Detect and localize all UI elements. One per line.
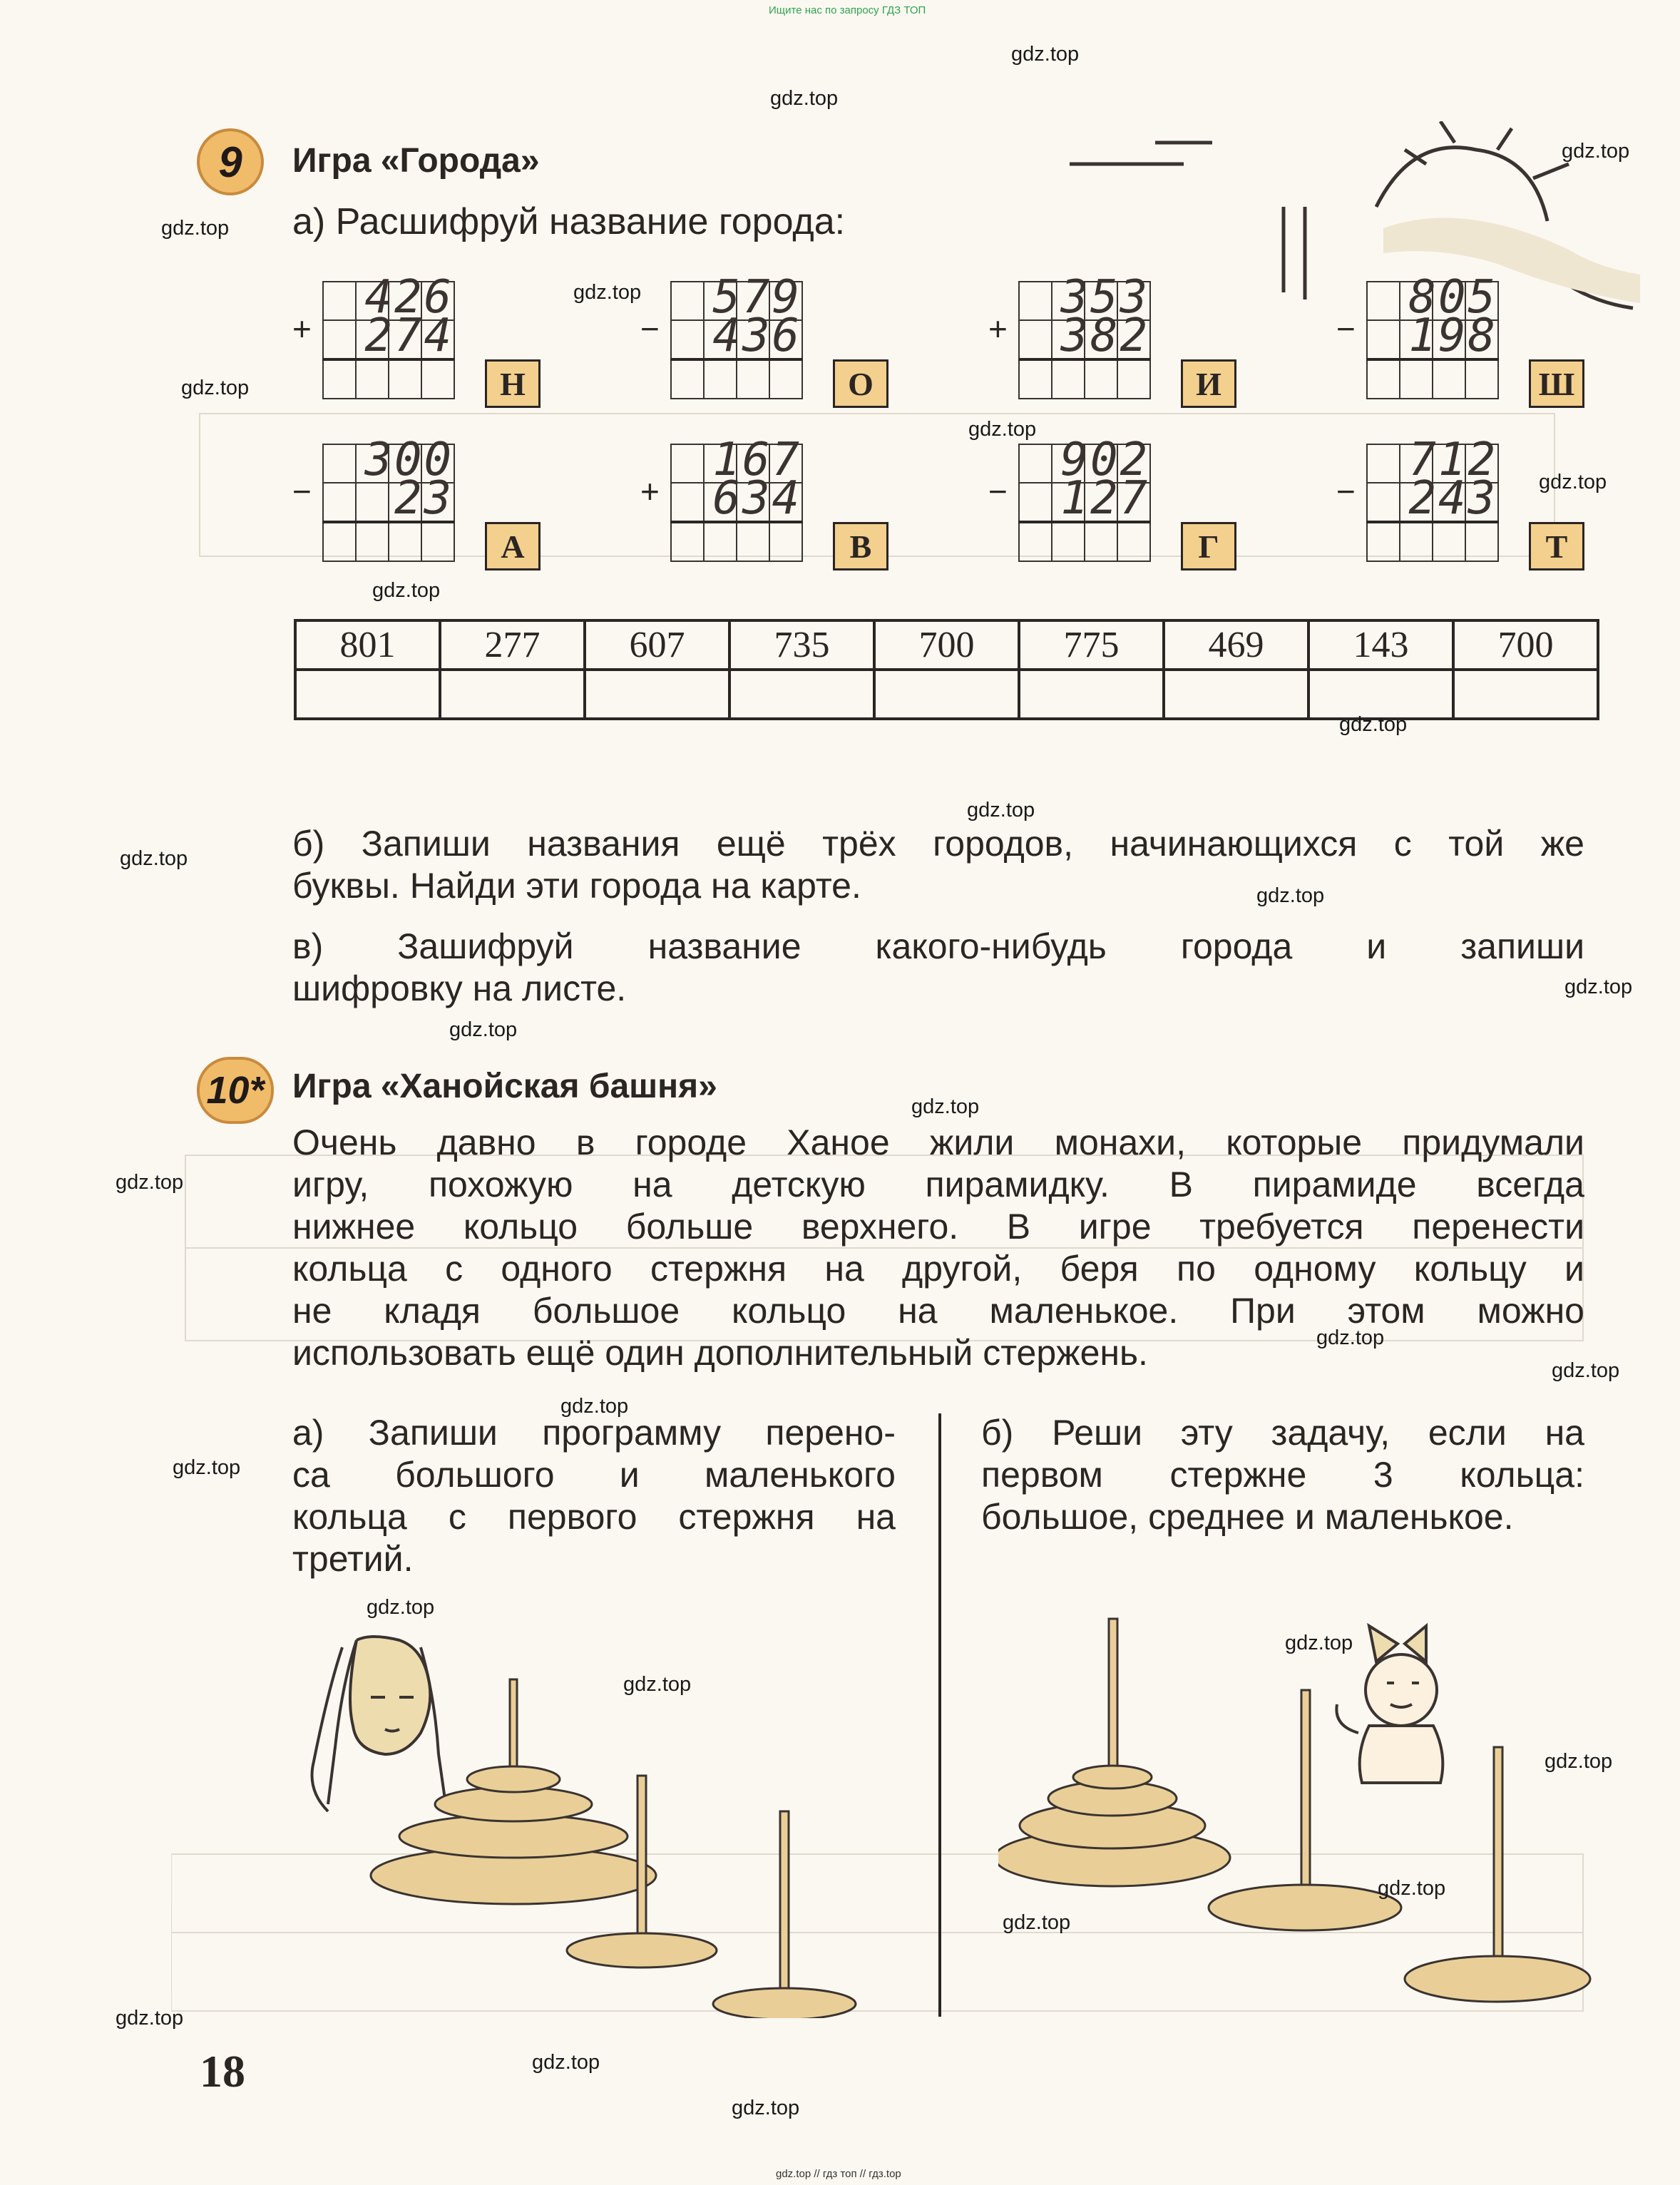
grid-cell[interactable] xyxy=(737,359,769,399)
first-operand: 167 xyxy=(712,434,801,486)
cipher-letter-box: В xyxy=(833,522,888,570)
watermark: gdz.top xyxy=(623,1673,692,1696)
text-line: не кладя большое кольцо на маленькое. При этом можно xyxy=(292,1291,1584,1331)
grid-cell xyxy=(671,444,704,483)
grid-cell[interactable] xyxy=(1465,522,1498,561)
grid-cell[interactable] xyxy=(1052,522,1085,561)
hanoi-tower-left-illustration xyxy=(285,1619,898,2018)
cipher-letter-box: Т xyxy=(1529,522,1584,570)
answer-number-cell: 775 xyxy=(1019,620,1164,670)
cipher-letter-box: О xyxy=(833,359,888,408)
watermark: gdz.top xyxy=(116,2007,184,2030)
grid-cell[interactable] xyxy=(356,522,389,561)
grid-cell[interactable] xyxy=(704,359,737,399)
grid-cell xyxy=(1019,444,1052,483)
watermark: gdz.top xyxy=(967,799,1035,822)
watermark: gdz.top xyxy=(372,579,441,602)
answer-number-cell: 700 xyxy=(874,620,1019,670)
answer-blank-cell[interactable] xyxy=(440,670,585,719)
pyramid-left xyxy=(371,1679,856,2018)
first-operand: 902 xyxy=(1060,434,1149,486)
operation-sign: − xyxy=(988,473,1008,510)
watermark: gdz.top xyxy=(120,847,188,870)
watermark: gdz.top xyxy=(116,1171,184,1194)
grid-cell xyxy=(323,444,356,483)
grid-cell[interactable] xyxy=(1019,359,1052,399)
grid-cell[interactable] xyxy=(323,359,356,399)
girl-figure xyxy=(312,1637,446,1811)
grid-cell[interactable] xyxy=(356,359,389,399)
grid-cell[interactable] xyxy=(1019,522,1052,561)
grid-cell[interactable] xyxy=(1117,522,1150,561)
part-a-line: третий. xyxy=(292,1539,414,1579)
pyramid-right xyxy=(998,1619,1590,2002)
first-operand: 426 xyxy=(364,271,454,324)
watermark: gdz.top xyxy=(367,1596,435,1619)
watermark: gdz.top xyxy=(968,418,1037,441)
task-10-number: 10* xyxy=(206,1069,265,1112)
grid-cell[interactable] xyxy=(1117,359,1150,399)
part-b-line: буквы. Найди эти города на карте. xyxy=(292,866,861,906)
watermark: gdz.top xyxy=(1552,1359,1620,1382)
answer-blank-cell[interactable] xyxy=(295,670,440,719)
grid-cell[interactable] xyxy=(323,522,356,561)
second-operand: 243 xyxy=(1408,472,1497,525)
second-operand: 23 xyxy=(394,472,454,525)
grid-cell[interactable] xyxy=(421,359,454,399)
cipher-letter-box: Ш xyxy=(1529,359,1584,408)
first-operand: 353 xyxy=(1060,271,1149,324)
grid-cell[interactable] xyxy=(1433,522,1465,561)
second-operand: 198 xyxy=(1408,309,1497,362)
part-b-line: первом стержне 3 кольца: xyxy=(981,1455,1584,1495)
second-operand: 127 xyxy=(1060,472,1149,525)
column-example xyxy=(988,434,1261,572)
operation-sign: + xyxy=(292,310,312,347)
answer-blank-cell[interactable] xyxy=(1453,670,1598,719)
grid-cell[interactable] xyxy=(1367,359,1400,399)
operation-sign: + xyxy=(988,310,1008,347)
column-example xyxy=(1336,271,1609,409)
grid-cell xyxy=(671,282,704,320)
watermark: gdz.top xyxy=(1003,1911,1071,1934)
answer-number-cell: 607 xyxy=(585,620,729,670)
grid-cell xyxy=(1367,320,1400,359)
part-c-line: шифровку на листе. xyxy=(292,968,627,1008)
column-example xyxy=(988,271,1261,409)
first-operand: 712 xyxy=(1408,434,1497,486)
answer-number-cell: 801 xyxy=(295,620,440,670)
column-example xyxy=(1336,434,1609,572)
operation-sign: + xyxy=(640,473,660,510)
task-9-badge xyxy=(197,128,264,195)
task-10-part-a xyxy=(292,1412,896,1580)
operation-sign: − xyxy=(640,310,660,347)
second-operand: 436 xyxy=(712,309,801,362)
grid-cell xyxy=(323,320,356,359)
grid-cell[interactable] xyxy=(704,522,737,561)
cipher-letter-box: Г xyxy=(1181,522,1236,570)
grid-cell[interactable] xyxy=(737,522,769,561)
watermark: gdz.top xyxy=(449,1018,518,1041)
second-operand: 634 xyxy=(712,472,801,525)
watermark: gdz.top xyxy=(560,1395,629,1418)
hanoi-tower-right-illustration xyxy=(998,1612,1612,2018)
grid-cell[interactable] xyxy=(671,359,704,399)
watermark: gdz.top xyxy=(1564,976,1633,998)
grid-cell xyxy=(1019,282,1052,320)
watermark: gdz.top xyxy=(1316,1326,1385,1349)
grid-cell[interactable] xyxy=(769,522,802,561)
grid-cell[interactable] xyxy=(421,522,454,561)
operation-sign: − xyxy=(1336,310,1356,347)
text-line: Очень давно в городе Ханое жили монахи, которые придумали xyxy=(292,1122,1584,1162)
task-10-badge xyxy=(197,1057,274,1124)
grid-cell xyxy=(671,320,704,359)
first-operand: 579 xyxy=(712,271,801,324)
watermark: gdz.top xyxy=(1562,140,1630,163)
watermark: gdz.top xyxy=(1339,713,1408,736)
cipher-letter-box: И xyxy=(1181,359,1236,408)
column-example xyxy=(292,271,565,409)
answer-number-cell: 469 xyxy=(1164,620,1308,670)
answer-numbers-row xyxy=(295,620,1598,670)
task-9-part-a: а) Расшифруй название города: xyxy=(292,201,846,242)
answer-number-cell: 143 xyxy=(1308,620,1453,670)
grid-cell xyxy=(323,483,356,522)
grid-cell[interactable] xyxy=(1433,359,1465,399)
part-a-line: а) Запиши программу перено- xyxy=(292,1413,896,1453)
grid-cell[interactable] xyxy=(769,359,802,399)
answer-blank-cell[interactable] xyxy=(874,670,1019,719)
operation-sign: − xyxy=(292,473,312,510)
column-example xyxy=(640,271,913,409)
part-b-line: большое, среднее и маленькое. xyxy=(981,1497,1514,1537)
part-b-line: б) Запиши названия ещё трёх городов, начинающихся с той же xyxy=(292,824,1584,864)
watermark: gdz.top xyxy=(181,377,250,399)
answer-number-cell: 735 xyxy=(729,620,874,670)
watermark: gdz.top xyxy=(911,1095,980,1118)
task-10-part-b xyxy=(981,1412,1584,1538)
grid-cell xyxy=(1019,320,1052,359)
watermark: gdz.top xyxy=(732,2097,800,2119)
top-banner: Ищите нас по запросу ГДЗ ТОП xyxy=(769,4,926,16)
bottom-banner: gdz.top // гдз топ // гдз.top xyxy=(776,2168,901,2180)
watermark: gdz.top xyxy=(573,281,642,304)
grid-cell[interactable] xyxy=(1400,522,1433,561)
watermark: gdz.top xyxy=(173,1456,241,1479)
text-line: нижнее кольцо больше верхнего. В игре требуется перенести xyxy=(292,1207,1584,1247)
grid-cell[interactable] xyxy=(1085,359,1117,399)
grid-cell[interactable] xyxy=(389,522,421,561)
page-number: 18 xyxy=(200,2046,245,2097)
cipher-letter-box: Н xyxy=(485,359,541,408)
column-divider xyxy=(938,1413,941,2017)
answer-table xyxy=(294,619,1599,720)
task-9-part-b xyxy=(292,823,1584,907)
task-10-title: Игра «Ханойская башня» xyxy=(292,1068,717,1105)
part-a-line: са большого и маленького xyxy=(292,1455,896,1495)
text-line: кольца с одного стержня на другой, беря по одному кольцу и xyxy=(292,1249,1584,1289)
grid-cell[interactable] xyxy=(1052,359,1085,399)
grid-cell xyxy=(356,483,389,522)
watermark: gdz.top xyxy=(1256,884,1325,907)
grid-cell xyxy=(1367,483,1400,522)
watermark: gdz.top xyxy=(1011,43,1080,66)
column-example xyxy=(640,434,913,572)
watermark: gdz.top xyxy=(532,2051,600,2074)
answer-blank-cell[interactable] xyxy=(585,670,729,719)
part-c-line: в) Зашифруй название какого-нибудь города и запиши xyxy=(292,926,1584,966)
watermark: gdz.top xyxy=(161,217,230,240)
text-line: игру, похожую на детскую пирамидку. В пирамиде всегда xyxy=(292,1165,1584,1204)
task-10-text xyxy=(292,1122,1584,1374)
cipher-letter-box: А xyxy=(485,522,541,570)
grid-cell xyxy=(323,282,356,320)
grid-cell xyxy=(1019,483,1052,522)
grid-cell[interactable] xyxy=(1400,359,1433,399)
operation-sign: − xyxy=(1336,473,1356,510)
task-9-number: 9 xyxy=(218,138,242,186)
watermark: gdz.top xyxy=(770,87,839,110)
grid-cell[interactable] xyxy=(1465,359,1498,399)
column-example xyxy=(292,434,565,572)
answer-number-cell: 277 xyxy=(440,620,585,670)
answer-blank-cell[interactable] xyxy=(729,670,874,719)
answer-blank-cell[interactable] xyxy=(1308,670,1453,719)
first-operand: 805 xyxy=(1408,271,1497,324)
watermark: gdz.top xyxy=(1285,1632,1353,1654)
text-line: использовать ещё один дополнительный стержень. xyxy=(292,1333,1148,1373)
task-9-part-c xyxy=(292,926,1584,1010)
answer-number-cell: 700 xyxy=(1453,620,1598,670)
grid-cell[interactable] xyxy=(671,522,704,561)
grid-cell xyxy=(1367,444,1400,483)
grid-cell[interactable] xyxy=(389,359,421,399)
second-operand: 274 xyxy=(364,309,454,362)
grid-cell xyxy=(671,483,704,522)
task-9-title: Игра «Города» xyxy=(292,142,540,180)
watermark: gdz.top xyxy=(1378,1877,1446,1900)
watermark: gdz.top xyxy=(1539,471,1607,493)
part-a-line: кольца с первого стержня на xyxy=(292,1497,896,1537)
first-operand: 300 xyxy=(364,434,454,486)
answer-blank-cell[interactable] xyxy=(1019,670,1164,719)
grid-cell xyxy=(1367,282,1400,320)
second-operand: 382 xyxy=(1060,309,1149,362)
part-b-line: б) Реши эту задачу, если на xyxy=(981,1413,1584,1453)
answer-letters-row xyxy=(295,670,1598,719)
answer-blank-cell[interactable] xyxy=(1164,670,1308,719)
watermark: gdz.top xyxy=(1545,1750,1613,1773)
grid-cell[interactable] xyxy=(1367,522,1400,561)
grid-cell[interactable] xyxy=(1085,522,1117,561)
